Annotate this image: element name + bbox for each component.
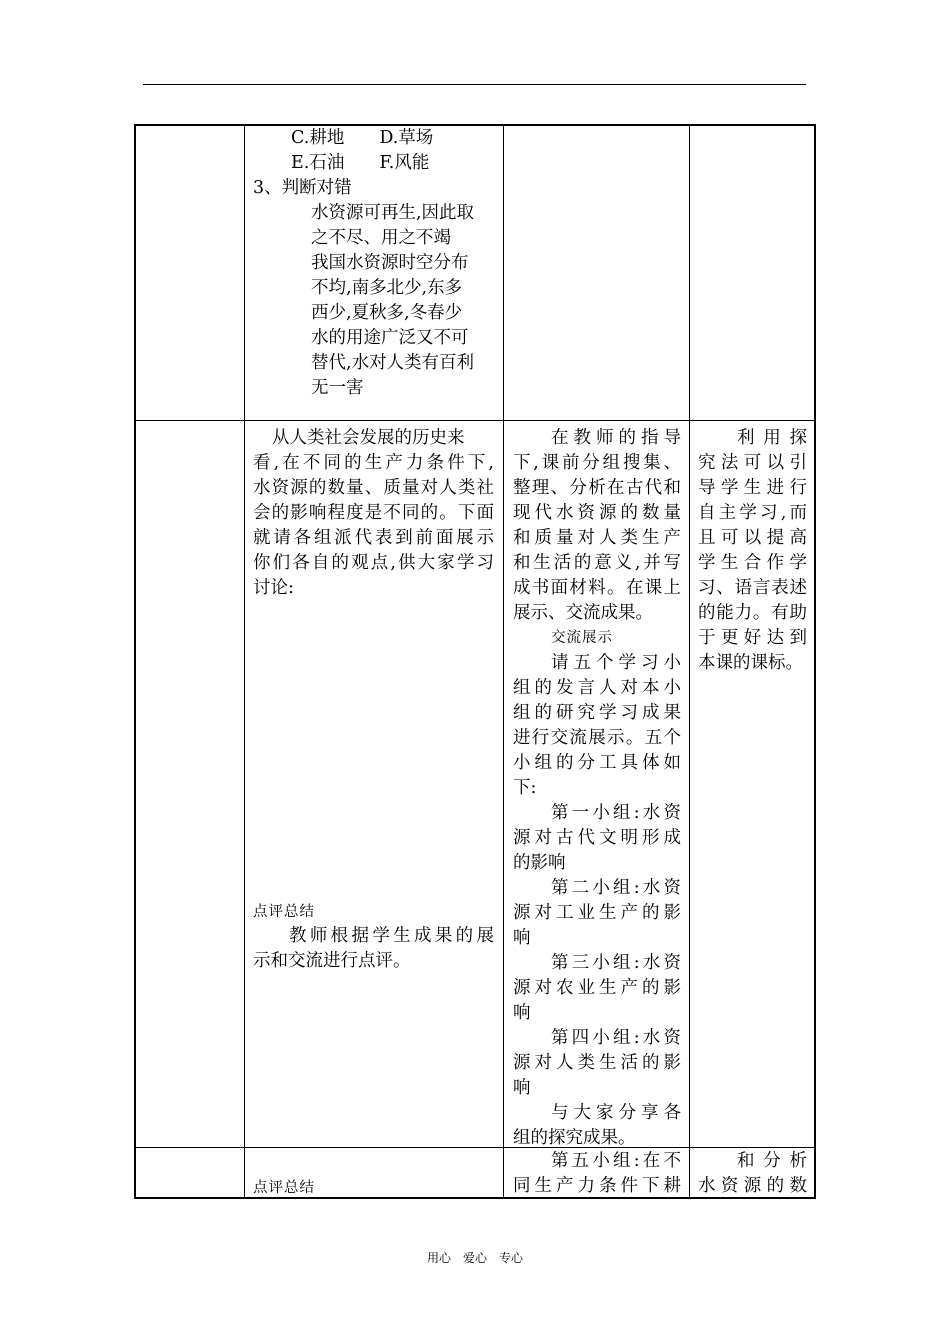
text-line: 学生合作学 <box>698 553 807 573</box>
text-line: 源对工业生产的影 <box>513 903 681 923</box>
text-line: 源对人类生活的影 <box>513 1053 681 1073</box>
text-line: 就请各组派代表到前面展示 <box>253 528 494 548</box>
text-line: 下: <box>513 778 537 798</box>
text-line: 展示、交流成果。 <box>513 603 653 623</box>
text-line: 组的发言人对本小 <box>513 678 681 698</box>
text-line: C.耕地 D.草场 <box>291 128 434 148</box>
text-line: 西少,夏秋多,冬春少 <box>311 303 463 323</box>
text-line: 水资源的数量、质量对人类社 <box>253 478 494 498</box>
text-line: 之不尽、用之不竭 <box>311 228 451 248</box>
text-line: 第五小组:在不 <box>551 1151 681 1171</box>
text-line: 本课的课标。 <box>698 653 803 673</box>
text-line: 在教师的指导 <box>551 428 681 448</box>
text-line: 水资源的数 <box>698 1176 807 1196</box>
text-line: E.石油 F.风能 <box>291 153 430 173</box>
text-line: 无一害 <box>311 378 364 398</box>
page-footer: 用心 爱心 专心 <box>426 1251 523 1265</box>
section-heading: 交流展示 <box>551 630 613 646</box>
text-line: 你们各自的观点,供大家学习 <box>253 553 494 573</box>
text-line: 究法可以引 <box>698 453 807 473</box>
text-line: 进行交流展示。五个 <box>513 728 681 748</box>
text-line: 源对古代文明形成 <box>513 828 681 848</box>
text-line: 现代水资源的数量 <box>513 503 681 523</box>
text-line: 示和交流进行点评。 <box>253 951 411 971</box>
text-line: 于更好达到 <box>698 628 807 648</box>
text-line: 且可以提高 <box>698 528 807 548</box>
text-line: 替代,水对人类有百利 <box>311 353 475 373</box>
text-line: 自主学习,而 <box>698 503 807 523</box>
text-line: 下,课前分组搜集、 <box>513 453 681 473</box>
text-line: 的影响 <box>513 853 566 873</box>
text-line: 组的研究学习成果 <box>513 703 681 723</box>
text-line: 水的用途广泛又不可 <box>311 328 469 348</box>
text-line: 与大家分享各 <box>551 1103 681 1123</box>
text-line: 不均,南多北少,东多 <box>311 278 463 298</box>
text-line: 组的探究成果。 <box>513 1128 636 1148</box>
text-line: 响 <box>513 1003 531 1023</box>
section-heading: 点评总结 <box>253 904 315 920</box>
text-line: 第四小组:水资 <box>551 1028 681 1048</box>
text-line: 3、判断对错 <box>253 178 352 198</box>
text-line: 看,在不同的生产力条件下, <box>253 453 494 473</box>
text-line: 和生活的意义,并写 <box>513 553 681 573</box>
text-line: 从人类社会发展的历史来 <box>272 428 465 448</box>
text-line: 讨论: <box>253 578 294 598</box>
text-line: 小组的分工具体如 <box>513 753 681 773</box>
section-heading: 点评总结 <box>253 1180 315 1196</box>
text-line: 和分析 <box>737 1151 807 1171</box>
text-line: 习、语言表述 <box>698 578 807 598</box>
text-line: 和质量对人类生产 <box>513 528 681 548</box>
text-line: 响 <box>513 928 531 948</box>
text-line: 教师根据学生成果的展 <box>289 926 494 946</box>
text-line: 的能力。有助 <box>698 603 807 623</box>
text-line: 第二小组:水资 <box>551 878 681 898</box>
text-line: 第三小组:水资 <box>551 953 681 973</box>
text-line: 成书面材料。在课上 <box>513 578 681 598</box>
text-line: 利用探 <box>737 428 807 448</box>
text-line: 整理、分析在古代和 <box>513 478 681 498</box>
text-line: 第一小组:水资 <box>551 803 681 823</box>
text-line: 源对农业生产的影 <box>513 978 681 998</box>
text-line: 会的影响程度是不同的。下面 <box>253 503 494 523</box>
text-line: 同生产力条件下耕 <box>513 1176 681 1196</box>
header-rule <box>143 84 806 85</box>
text-line: 导学生进行 <box>698 478 807 498</box>
text-line: 响 <box>513 1078 531 1098</box>
text-line: 我国水资源时空分布 <box>311 253 469 273</box>
text-line: 请五个学习小 <box>551 653 681 673</box>
text-line: 水资源可再生,因此取 <box>311 203 475 223</box>
